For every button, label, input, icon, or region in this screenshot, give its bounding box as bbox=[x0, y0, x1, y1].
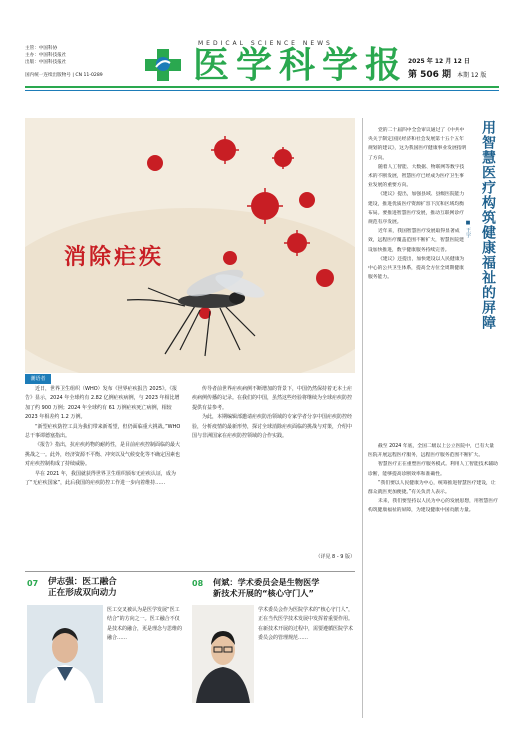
issue-number bbox=[408, 67, 486, 80]
commentary-author: ■ 王宇 bbox=[465, 220, 471, 238]
commentary-body-lower bbox=[368, 442, 498, 712]
item-headline-08 bbox=[213, 577, 358, 599]
logo-icon bbox=[143, 47, 183, 81]
paragraph: 未来，我们要坚持以人民为中心的发展思想，用智慧医疗构筑健康福祉的屏障，为建设健康中国贡献力量。 bbox=[368, 499, 498, 514]
paragraph: 智慧医疗正在重塑医疗服务模式。利用人工智能技术辅助诊断，能够提高诊断效率和准确性。 bbox=[368, 462, 498, 477]
portrait-photo bbox=[192, 605, 254, 703]
sponsor-line: 主管：中国科协 bbox=[25, 46, 58, 51]
headline-line: 何斌：学术委员会是生物医学 bbox=[213, 577, 320, 587]
page-count: 本期 12 版 bbox=[456, 72, 487, 79]
paragraph: 为此，本期编辑部邀请疟疾防治领域的专家学者分享中国疟疾防控经验，分析疫情的最新形势，探讨全球消除疟疾面临的挑战与对策，介绍中国与非洲国家在疟疾防控领域的合作实践。 bbox=[192, 414, 352, 440]
paragraph: 近年来，我国智慧医疗发展取得显著成效，远程医疗覆盖范围不断扩大，智慧医院建设加快推进，数字健康服务持续完善。 bbox=[368, 229, 464, 253]
paragraph: “我们要以人民健康为中心，统筹推进智慧医疗建设，让群众就医更加便捷。”有关负责人表示。 bbox=[368, 480, 496, 496]
english-title: MEDICAL SCIENCE NEWS bbox=[198, 40, 333, 47]
paragraph: 传导者前世界疟疾病例不断增加的背景下，中国仍然保持着无本土疟疾病例传播的记录。在我们的中国，虽然这些经验将继续为全球疟疾防控提供有益参考。 bbox=[192, 386, 352, 411]
paragraph: 《建议》提出，加强县域、县级医院能力建设，推进优质医疗资源扩容下沉和区域均衡布局。要推进智慧医疗发展，推动互联网诊疗规范有序发展。 bbox=[368, 192, 465, 226]
issue-number-text: 第 506 期 bbox=[408, 70, 452, 80]
continuation-note: （详见 8 - 9 版） bbox=[315, 554, 355, 560]
paragraph: 《建议》还提出，加快建设以人民健康为中心的公共卫生体系，提高全方位全周期健康服务能力。 bbox=[368, 256, 465, 281]
item-body-07: 医工交叉被认为是医学发展“医工结合”的方向之一。医工融合不仅是技术的融合，更是理念与思维的融合…… bbox=[107, 607, 183, 642]
paragraph: 近日，世界卫生组织（WHO）发布《世界疟疾报告 2025》。《报告》显示，2024 年全球约有 2.82 亿例疟疾病例，与 2023 年相比增加了约 900 万例；2024 年全球约有 61 万例疟疾死亡病例，相较 2023 年相差约 1.2 万例。 bbox=[25, 386, 180, 421]
feature-banner: 消除疟疾 bbox=[64, 245, 165, 270]
caption-tag: 潮语者 bbox=[25, 374, 51, 384]
column-divider bbox=[362, 118, 363, 718]
section-divider bbox=[25, 571, 355, 572]
sponsor-line: 主办：中国科技报社 bbox=[25, 53, 67, 58]
feature-column-1 bbox=[25, 385, 183, 585]
paragraph: 截至 2024 年底，全国二级以上公立医院中，已有大量医院开展远程医疗服务，远程医疗服务范围不断扩大。 bbox=[368, 444, 494, 459]
item-body-08: 学术委员会作为医院学术的“核心守门人”，正在当代医学技术发展中发挥着重要作用。在新技术开展的过程中，需要遵循医院学术委员会的管理规范…… bbox=[258, 607, 354, 642]
headline-line: 伊志强：医工融合 bbox=[48, 577, 117, 587]
item-number-08: 08 bbox=[192, 579, 204, 588]
issue-date: 2025 年 12 月 12 日 bbox=[408, 58, 470, 65]
paragraph: 党的二十届四中全会审议通过了《中共中央关于制定国民经济和社会发展第十五个五年规划的建议》，这为我国医疗健康事业发展指明了方向。 bbox=[368, 128, 467, 161]
sponsor-line: 出版：中国科技报社 bbox=[25, 60, 67, 65]
paragraph: 早在 2021 年，我国就获得世界卫生组织颁布无疟疾认证，成为了“无疟疾国家”，此后我国的疟疾防控工作进一步向着维持…… bbox=[25, 470, 176, 487]
headline-line: 新技术开展的“核心守门人” bbox=[213, 588, 314, 598]
paragraph: 《报告》指出，抗疟疾药物的耐药性，是目前疟疾控制面临的最大挑战之一。此外，经济资源不平衡、冲突以及气候变化等不确定因素也对疟疾控制构成了持续威胁。 bbox=[25, 442, 181, 468]
portrait-photo bbox=[27, 605, 103, 703]
feature-column-2 bbox=[192, 385, 352, 550]
newspaper-title: 医学科学报 bbox=[193, 45, 409, 86]
headline-line: 正在形成双向动力 bbox=[48, 588, 117, 598]
paragraph: “新型疟疾防控工具为我们带来新希望，但仍面临重大挑战。”WHO 总干事谭德塞指出。 bbox=[25, 423, 181, 440]
item-number-07: 07 bbox=[27, 579, 39, 588]
paragraph: 随着人工智能、大数据、物联网等数字技术的不断发展，智慧医疗已经成为医疗卫生事业发展的重要方向。 bbox=[368, 164, 465, 189]
masthead-rule bbox=[25, 86, 499, 88]
commentary-headline: 用智慧医疗构筑健康福祉的屏障 bbox=[480, 120, 496, 330]
issn-line: 国内统一连续出版物号 | CN 11-0289 bbox=[25, 73, 103, 78]
masthead-rule-thin bbox=[25, 90, 499, 91]
item-headline-07 bbox=[48, 577, 117, 599]
sponsor-block bbox=[25, 45, 135, 79]
